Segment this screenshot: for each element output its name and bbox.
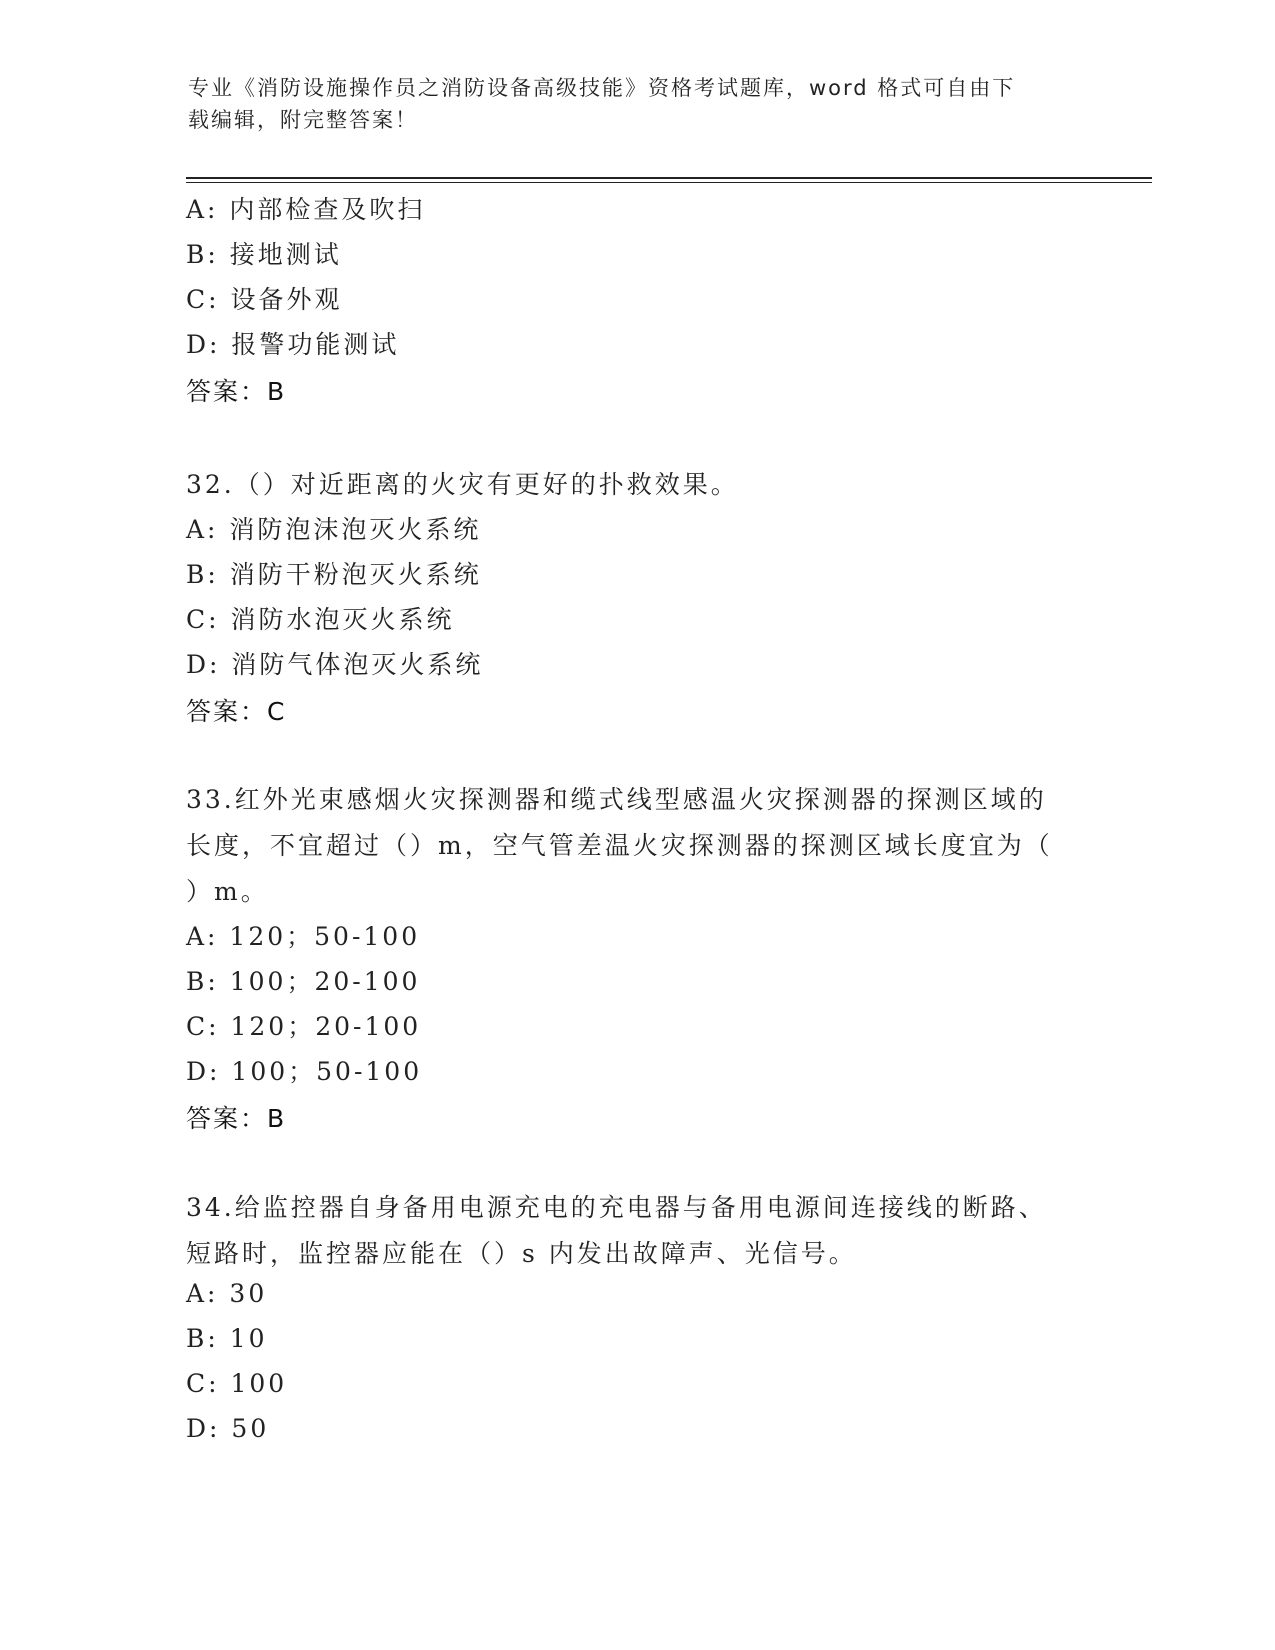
q32-option-a: A: 消防泡沫泡灭火系统 <box>186 515 482 544</box>
q33-stem-line-2: 长度，不宜超过（）m，空气管差温火灾探测器的探测区域长度宜为（ <box>186 831 1053 860</box>
q34-option-b: B: 10 <box>186 1324 268 1353</box>
q33-option-d: D: 100；50-100 <box>186 1057 423 1086</box>
q34-option-d: D: 50 <box>186 1414 270 1443</box>
q31-option-c: C: 设备外观 <box>186 285 343 314</box>
q34-stem-line-2: 短路时，监控器应能在（）s 内发出故障声、光信号。 <box>186 1239 857 1268</box>
q32-option-d: D: 消防气体泡灭火系统 <box>186 650 484 679</box>
header-line-2: 载编辑，附完整答案！ <box>188 108 418 132</box>
q33-stem-line-3: ）m。 <box>186 877 269 906</box>
q32-option-c: C: 消防水泡灭火系统 <box>186 605 455 634</box>
header-divider <box>186 177 1152 179</box>
q32-answer: 答案：C <box>186 697 287 726</box>
document-header <box>188 72 1078 136</box>
q33-option-a: A: 120；50-100 <box>186 922 421 951</box>
q33-option-c: C: 120；20-100 <box>186 1012 422 1041</box>
q33-option-b: B: 100；20-100 <box>186 967 421 996</box>
q32-stem: 32.（）对近距离的火灾有更好的扑救效果。 <box>186 470 739 499</box>
q31-option-a: A: 内部检查及吹扫 <box>186 195 426 224</box>
header-divider-thin <box>186 182 1152 183</box>
q33-stem-line-1: 33.红外光束感烟火灾探测器和缆式线型感温火灾探测器的探测区域的 <box>186 785 1047 814</box>
q34-option-c: C: 100 <box>186 1369 288 1398</box>
q34-option-a: A: 30 <box>186 1279 268 1308</box>
q31-option-d: D: 报警功能测试 <box>186 330 400 359</box>
q34-stem-line-1: 34.给监控器自身备用电源充电的充电器与备用电源间连接线的断路、 <box>186 1193 1047 1222</box>
q31-option-b: B: 接地测试 <box>186 240 342 269</box>
q33-answer: 答案：B <box>186 1104 287 1133</box>
header-line-1: 专业《消防设施操作员之消防设备高级技能》资格考试题库，word 格式可自由下 <box>188 76 1016 100</box>
q31-answer: 答案：B <box>186 377 287 406</box>
q32-option-b: B: 消防干粉泡灭火系统 <box>186 560 482 589</box>
